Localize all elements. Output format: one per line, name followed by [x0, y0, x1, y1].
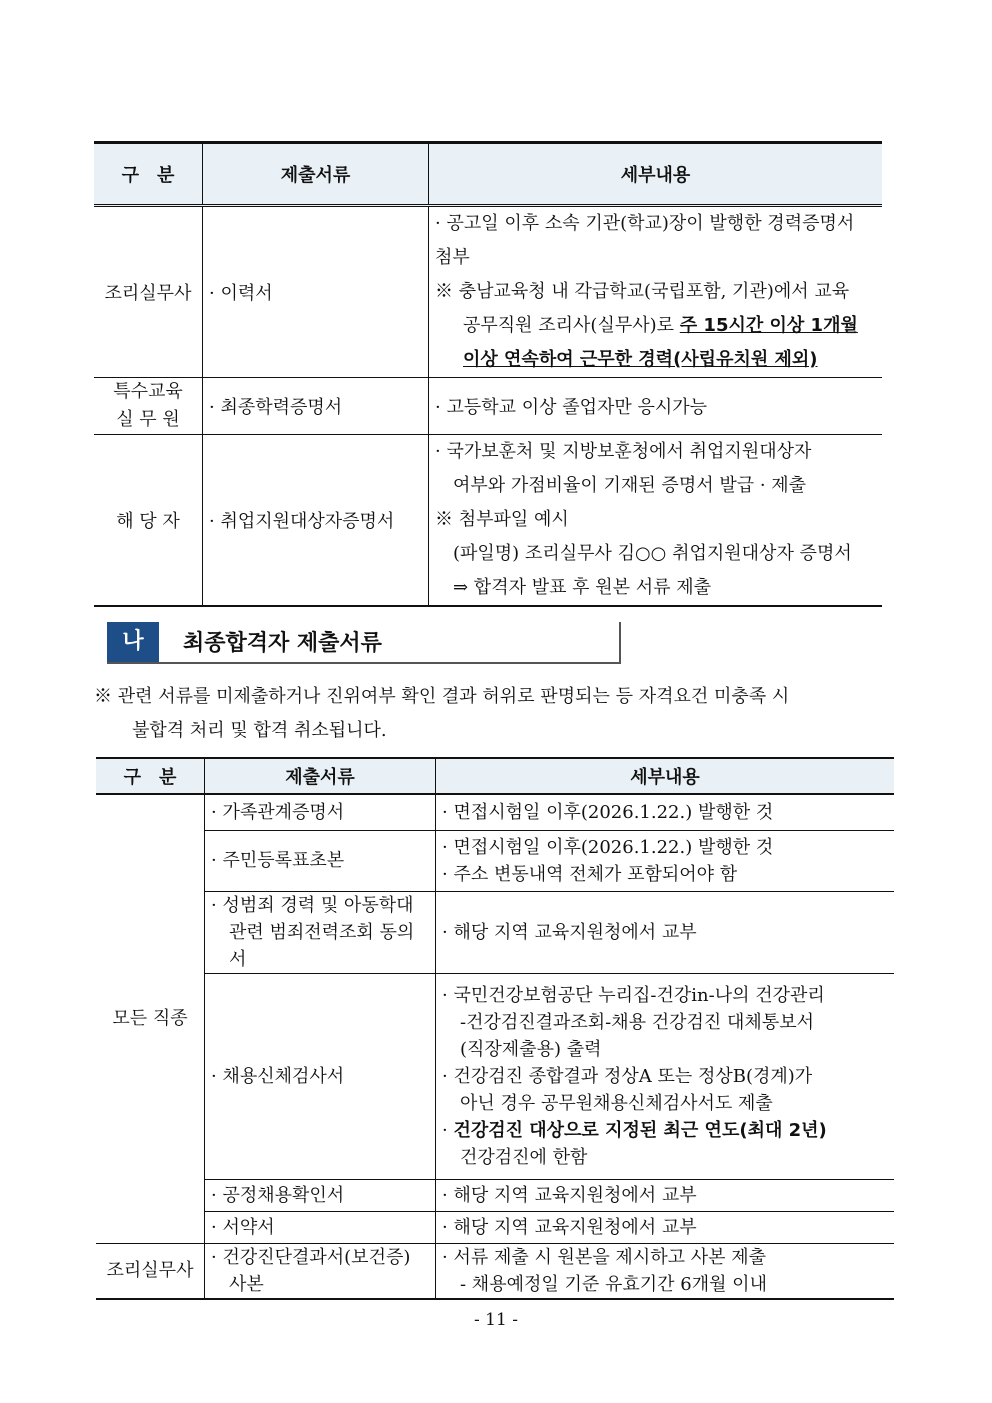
row-document: · 채용신체검사서 [205, 973, 436, 1179]
row-document: · 최종학력증명서 [203, 378, 429, 435]
row-detail: · 공고일 이후 소속 기관(학교)장이 발행한 경력증명서 첨부 ※ 충남교육청 내 각급학교(국립포함, 기관)에서 교육 공무직원 조리사(실무사)로 주 15시간 이상 1개월 이상 연속하여 근무한 경력(사립유치원 제외) [429, 206, 883, 378]
row-document: · 성범죄 경력 및 아동학대 관련 범죄전력조회 동의서 [205, 891, 436, 973]
header-category: 구 분 [94, 143, 203, 206]
row-category: 조리실무사 [94, 206, 203, 378]
header-details: 세부내용 [436, 758, 895, 794]
header-documents: 제출서류 [205, 758, 436, 794]
row-document: · 서약서 [205, 1211, 436, 1243]
section-badge: 나 [107, 622, 159, 662]
row-document: · 취업지원대상자증명서 [203, 435, 429, 607]
row-document: · 가족관계증명서 [205, 794, 436, 830]
row-document: · 공정채용확인서 [205, 1179, 436, 1211]
row-detail: · 서류 제출 시 원본을 제시하고 사본 제출 - 채용예정일 기준 유효기간 6개월 이내 [436, 1243, 895, 1299]
row-category: 해 당 자 [94, 435, 203, 607]
requirements-table [94, 141, 882, 607]
row-detail: · 해당 지역 교육지원청에서 교부 [436, 1179, 895, 1211]
group-category: 모든 직종 [96, 794, 205, 1243]
table-row [96, 830, 894, 891]
row-detail: · 면접시험일 이후(2026.1.22.) 발행한 것 [436, 794, 895, 830]
row-detail: · 고등학교 이상 졸업자만 응시가능 [429, 378, 883, 435]
table-header-row [94, 143, 882, 206]
table-header-row [96, 758, 894, 794]
table-row [94, 206, 882, 378]
page-number: - 11 - [474, 1310, 518, 1330]
section-heading [107, 622, 621, 664]
table-row [96, 1243, 894, 1299]
row-document: · 건강진단결과서(보건증) 사본 [205, 1243, 436, 1299]
final-documents-table [96, 757, 894, 1300]
table-row [94, 435, 882, 607]
table-row [94, 378, 882, 435]
row-document: · 주민등록표초본 [205, 830, 436, 891]
header-documents: 제출서류 [203, 143, 429, 206]
header-category: 구 분 [96, 758, 205, 794]
table-row [96, 1211, 894, 1243]
table-row [96, 1179, 894, 1211]
header-details: 세부내용 [429, 143, 883, 206]
table-row [96, 973, 894, 1179]
row-detail: · 국민건강보험공단 누리집-건강in-나의 건강관리 -건강검진결과조회-채용 건강검진 대체통보서 (직장제출용) 출력 · 건강검진 종합결과 정상A 또는 정상B(경계)가 아닌 경우 공무원채용신체검사서도 제출 · 건강검진 대상으로 지정된 최근 연도(최대 2년) 건강검진에 한함 [436, 973, 895, 1179]
table-row [96, 891, 894, 973]
section-title: 최종합격자 제출서류 [183, 631, 382, 656]
row-detail: · 해당 지역 교육지원청에서 교부 [436, 891, 895, 973]
row-detail: · 면접시험일 이후(2026.1.22.) 발행한 것 · 주소 변동내역 전체가 포함되어야 함 [436, 830, 895, 891]
table-row [96, 794, 894, 830]
row-category: 특수교육 실 무 원 [94, 378, 203, 435]
notice-text: ※ 관련 서류를 미제출하거나 진위여부 확인 결과 허위로 판명되는 등 자격요건 미충족 시 불합격 처리 및 합격 취소됩니다. [94, 686, 790, 741]
row-document: · 이력서 [203, 206, 429, 378]
group-category: 조리실무사 [96, 1243, 205, 1299]
row-detail: · 국가보훈처 및 지방보훈청에서 취업지원대상자 여부와 가점비율이 기재된 증명서 발급 · 제출 ※ 첨부파일 예시 (파일명) 조리실무사 김○○ 취업지원대상자 증명서 ⇒ 합격자 발표 후 원본 서류 제출 [429, 435, 883, 607]
row-detail: · 해당 지역 교육지원청에서 교부 [436, 1211, 895, 1243]
